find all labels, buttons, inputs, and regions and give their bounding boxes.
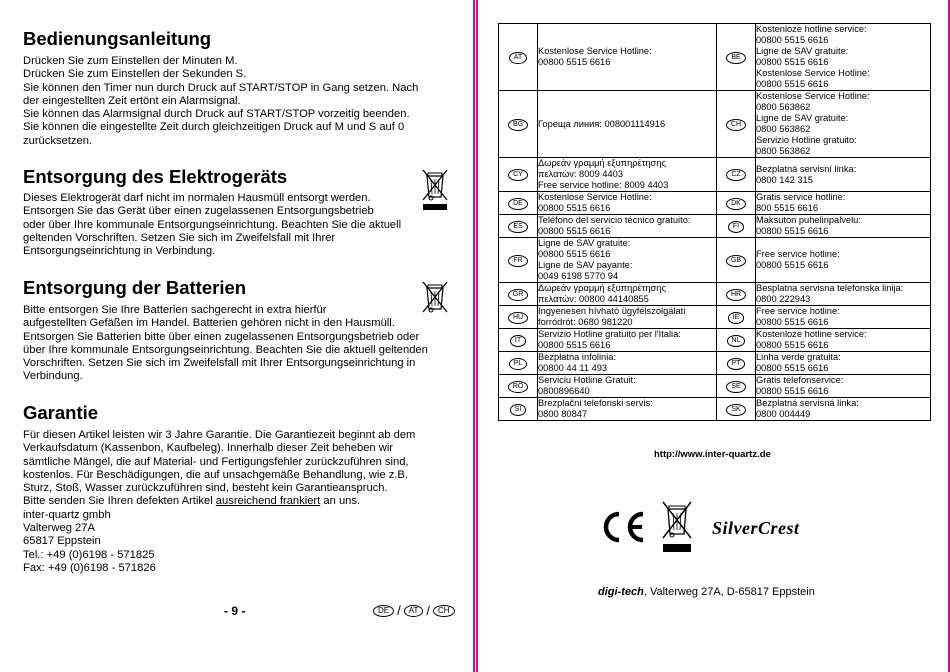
website-url: http://www.inter-quartz.de: [654, 449, 771, 460]
hotline-row: [499, 91, 931, 158]
country-code-cell: [717, 306, 756, 329]
hotline-line: 0049 6198 5770 94: [538, 271, 619, 281]
country-code-cell: [717, 158, 756, 192]
country-code-badge: RO: [508, 381, 529, 393]
country-code-cell: [499, 24, 538, 91]
country-code-cell: [717, 283, 756, 306]
hotline-text-cell: [756, 375, 931, 398]
country-code-badge: SK: [726, 404, 745, 416]
hotline-row: [499, 375, 931, 398]
country-code-cell: [499, 91, 538, 158]
logos-row: [592, 500, 842, 565]
hotline-line: forródrót: 0680 981220: [538, 317, 633, 327]
hotline-line: 00800 5515 6616: [756, 79, 829, 89]
country-code-badge: GR: [508, 289, 529, 301]
hotline-text-cell: [756, 192, 931, 215]
hotline-line: Servizio Hotline gratuito per l'Italia:: [538, 329, 681, 339]
hotline-text-cell: [756, 24, 931, 91]
hotline-line: 00800 5515 6616: [756, 363, 829, 373]
heading-warranty: Garantie: [23, 402, 99, 423]
hotline-line: Ligne de SAV payante:: [538, 260, 633, 270]
hotline-text-cell: [538, 24, 717, 91]
hotline-text-cell: [538, 375, 717, 398]
address-fax: Fax: +49 (0)6198 - 571826: [23, 561, 156, 574]
country-codes: DE / AT / CH: [373, 605, 455, 617]
crossed-bin-icon: [420, 167, 450, 213]
country-code-cell: [499, 352, 538, 375]
hotline-line: 00800 5515 6616: [538, 203, 611, 213]
country-code-cell: [499, 375, 538, 398]
hotline-line: 00800 5515 6616: [756, 260, 829, 270]
hotline-line: Гореща линия: 008001114916: [538, 118, 666, 129]
hotline-row: [499, 398, 931, 421]
country-code-cell: [717, 375, 756, 398]
hotline-text-cell: [538, 306, 717, 329]
hotline-line: Maksuton puhelinpalvelu:: [756, 215, 861, 225]
page-border: [476, 0, 478, 672]
hotline-line: Ligne de SAV gratuite:: [538, 238, 631, 248]
country-code-cell: [717, 91, 756, 158]
country-code-cell: [499, 192, 538, 215]
hotline-row: [499, 352, 931, 375]
country-code-cell: [717, 329, 756, 352]
heading-instructions: Bedienungsanleitung: [23, 28, 212, 49]
country-code-cell: [717, 238, 756, 283]
hotline-line: Ligne de SAV gratuite:: [756, 113, 849, 123]
hotline-line: 0800 222943: [756, 294, 811, 304]
country-code-cell: [499, 238, 538, 283]
hotline-row: [499, 283, 931, 306]
hotline-text-cell: [756, 283, 931, 306]
country-code-cell: [717, 352, 756, 375]
hotline-line: Ligne de SAV gratuite:: [756, 46, 849, 56]
hotline-line: 00800 5515 6616: [756, 57, 829, 67]
hotline-line: Servizio Hotline gratuito:: [756, 135, 857, 145]
page-border: [473, 0, 475, 672]
hotline-line: Δωρεάν γραμμή εξυπηρέτησης: [538, 158, 666, 168]
country-code-badge: IT: [510, 335, 526, 347]
hotline-text-cell: [756, 91, 931, 158]
hotline-line: 00800 5515 6616: [538, 340, 611, 350]
hotline-line: 00800 44 11 493: [538, 363, 608, 373]
country-code-badge: IE: [728, 312, 745, 324]
hotline-row: [499, 192, 931, 215]
country-code-badge: HR: [726, 289, 746, 301]
hotline-line: 00800 5515 6616: [538, 226, 611, 236]
hotline-line: 00800 5515 6616: [756, 340, 829, 350]
country-code-badge: PL: [509, 358, 528, 370]
country-code-cell: [717, 215, 756, 238]
hotline-text-cell: [538, 91, 717, 158]
heading-battery-disposal: Entsorgung der Batterien: [23, 277, 247, 298]
hotline-text-cell: [756, 329, 931, 352]
address-company: inter-quartz gmbh: [23, 508, 111, 521]
country-code-badge: PT: [727, 358, 746, 370]
hotline-line: 0800 563862: [756, 102, 811, 112]
country-code-cell: [499, 398, 538, 421]
hotline-text-cell: [756, 238, 931, 283]
country-code-badge: HU: [508, 312, 528, 324]
hotline-text-cell: [538, 238, 717, 283]
hotline-line: Teléfono del servicio técnico gratuito:: [538, 215, 691, 225]
hotline-line: Bezpłatna infolinia:: [538, 352, 617, 362]
country-code-cell: [499, 215, 538, 238]
country-code-cell: [717, 398, 756, 421]
hotline-line: Bezplatná servisní linka:: [756, 163, 857, 174]
country-code-badge: SE: [726, 381, 745, 393]
country-code-cell: [499, 283, 538, 306]
country-code-badge: CH: [433, 605, 455, 617]
hotline-line: 00800 5515 6616: [756, 386, 829, 396]
country-code-badge: AT: [404, 605, 424, 617]
hotline-line: Kostenloze hotline service:: [756, 329, 867, 339]
hotline-line: Gratis service hotline:: [756, 192, 846, 202]
country-code-badge: BE: [726, 52, 745, 64]
hotline-line: 00800 5515 6616: [756, 226, 829, 236]
hotline-row: [499, 329, 931, 352]
country-code-badge: CY: [508, 169, 528, 181]
country-code-cell: [717, 192, 756, 215]
hotline-line: Linha verde gratuita:: [756, 352, 841, 362]
footer: [598, 586, 815, 598]
hotline-text-cell: [538, 158, 717, 192]
hotline-text-cell: [538, 215, 717, 238]
device-disposal-text: Dieses Elektrogerät darf nicht im normalen Hausmüll entsorgt werden. Entsorgen Sie das Gerät über einen zugelassenen Entsorgungsbetrieb oder über Ihre kommunale Entsorgungseinrichtung. Beachten Sie die aktuell geltenden Vorschriften. Setzen Sie sich im Zweifelsfall mit Ihrer Entsorgungseinrichtung in Verbindung.: [23, 192, 402, 258]
footer-brand: digi-tech: [598, 586, 644, 598]
hotline-line: 0800896640: [538, 386, 590, 396]
hotline-line: Ingyenesen hívható ügyfélszolgálati: [538, 306, 686, 316]
hotline-line: 00800 5515 6616: [538, 249, 611, 259]
country-code-badge: BG: [508, 119, 528, 131]
country-code-badge: CH: [726, 119, 746, 131]
hotline-line: 00800 5515 6616: [756, 317, 829, 327]
country-code-badge: NL: [727, 335, 746, 347]
hotline-line: Besplatna servisna telefonska linija:: [756, 283, 904, 293]
hotline-row: [499, 306, 931, 329]
address-city: 65817 Eppstein: [23, 535, 101, 548]
hotline-line: Brezplačni telefonski servis:: [538, 398, 653, 408]
hotline-line: Gratis telefonservice:: [756, 375, 844, 385]
hotline-line: Δωρεάν γραμμή εξυπηρέτησης: [538, 283, 666, 293]
hotline-line: Free service hotline: 8009 4403: [538, 180, 669, 190]
hotline-row: [499, 238, 931, 283]
hotline-line: 0800 563862: [756, 146, 811, 156]
hotline-text-cell: [538, 192, 717, 215]
address-street: Valterweg 27A: [23, 522, 95, 535]
hotline-line: Kostenlose Service Hotline:: [538, 46, 652, 56]
hotline-line: Kostenlose Service Hotline:: [538, 192, 652, 202]
service-hotline-table: [498, 23, 931, 421]
country-code-badge: DE: [508, 198, 528, 210]
crossed-bin-icon: [420, 279, 450, 325]
crossed-bin-icon: [663, 502, 691, 552]
hotline-line: πελατών: 00800 44140855: [538, 294, 649, 304]
hotline-row: [499, 158, 931, 192]
country-code-cell: [499, 158, 538, 192]
hotline-line: 0800 142 315: [756, 174, 813, 185]
country-code-badge: FI: [728, 221, 744, 233]
instructions-text: Drücken Sie zum Einstellen der Minuten M. Drücken Sie zum Einstellen der Sekunden S. Sie können den Timer nun durch Druck auf START/STOP in Gang setzen. Nach der eingestellten Zeit ertönt ein Alarmsignal. Sie können das Alarmsignal durch Druck auf START/STOP vorzeitig beenden. Sie können die eingestellte Zeit durch gleichzeitigen Druck auf M und S auf 0 zurücksetzen.: [23, 55, 419, 147]
country-code-badge: DE: [373, 605, 394, 617]
hotline-line: Serviciu Hotline Gratuit:: [538, 375, 636, 385]
hotline-line: Kostenlose Service Hotline:: [756, 91, 870, 101]
hotline-line: Kostenlose Service Hotline:: [756, 68, 870, 78]
hotline-text-cell: [538, 398, 717, 421]
hotline-line: 800 5515 6616: [756, 203, 819, 213]
hotline-line: 00800 5515 6616: [756, 35, 829, 45]
hotline-text-cell: [756, 352, 931, 375]
heading-device-disposal: Entsorgung des Elektrogeräts: [23, 166, 288, 187]
hotline-line: Free service hotline:: [756, 249, 840, 259]
country-code-badge: CZ: [726, 169, 745, 181]
hotline-line: 0800 563862: [756, 124, 811, 134]
hotline-row: [499, 24, 931, 91]
hotline-line: Bezplatná servisná linka:: [756, 398, 859, 408]
battery-disposal-text: Bitte entsorgen Sie Ihre Batterien sachgerecht in extra hierfür aufgestellten Gefäßen im Handel. Batterien gehören nicht in den Hausmüll. Entsorgen Sie Batterien bitte über einen zugelassenen Entsorgungsbetrieb oder über Ihre kommunale Entsorgungseinrichtung. Beachten Sie die aktuell geltenden Vorschriften. Setzen Sie sich im Zweifelsfall mit Ihrer Entsorgungseinrichtung in Verbindung.: [23, 304, 428, 383]
page-number: - 9 -: [224, 604, 246, 618]
hotline-line: 0800 004449: [756, 409, 811, 419]
hotline-line: Kostenloze hotline service:: [756, 24, 867, 34]
hotline-line: 0800 80847: [538, 409, 588, 419]
brand-logo: SilverCrest: [712, 518, 800, 538]
country-code-cell: [499, 306, 538, 329]
hotline-text-cell: [538, 283, 717, 306]
hotline-text-cell: [538, 329, 717, 352]
hotline-text-cell: [538, 352, 717, 375]
hotline-line: Free service hotline:: [756, 306, 840, 316]
country-code-cell: [499, 329, 538, 352]
hotline-text-cell: [756, 398, 931, 421]
hotline-line: πελατών: 8009 4403: [538, 169, 624, 179]
hotline-line: 00800 5515 6616: [538, 57, 611, 67]
hotline-text-cell: [756, 306, 931, 329]
country-code-badge: FR: [508, 255, 527, 267]
warranty-text: Für diesen Artikel leisten wir 3 Jahre Garantie. Die Garantiezeit beginnt ab dem Verkaufsdatum (Kassenbon, Kaufbeleg). Innerhalb dieser Zeit beheben wir sämtliche Mängel, die auf Material- und Fertigungsfehler zurückzuführen sind, kostenlos. Für Beschädigungen, die auf unsachgemäße Behandlung, wie z.B. Sturz, Stoß, Wasser zurückzuführen sind, besteht kein Garantieanspruch. Bitte senden Sie Ihren defekten Artikel ausreichend frankiert an uns. inter-quartz gmbh Valterweg 27A 65817 Eppstein Tel.: +49 (0)6198 - 571825 Fax: +49 (0)6198 - 571826: [23, 429, 443, 575]
country-code-badge: SI: [510, 404, 527, 416]
hotline-text-cell: [756, 215, 931, 238]
ce-mark-icon: [606, 514, 643, 540]
footer-address: , Valterweg 27A, D-65817 Eppstein: [643, 586, 815, 598]
address-phone: Tel.: +49 (0)6198 - 571825: [23, 548, 155, 561]
hotline-text-cell: [756, 158, 931, 192]
country-code-badge: GB: [726, 255, 746, 267]
country-code-badge: DK: [726, 198, 746, 210]
country-code-cell: [717, 24, 756, 91]
country-code-badge: AT: [509, 52, 527, 64]
country-code-badge: ES: [508, 221, 527, 233]
hotline-row: [499, 215, 931, 238]
